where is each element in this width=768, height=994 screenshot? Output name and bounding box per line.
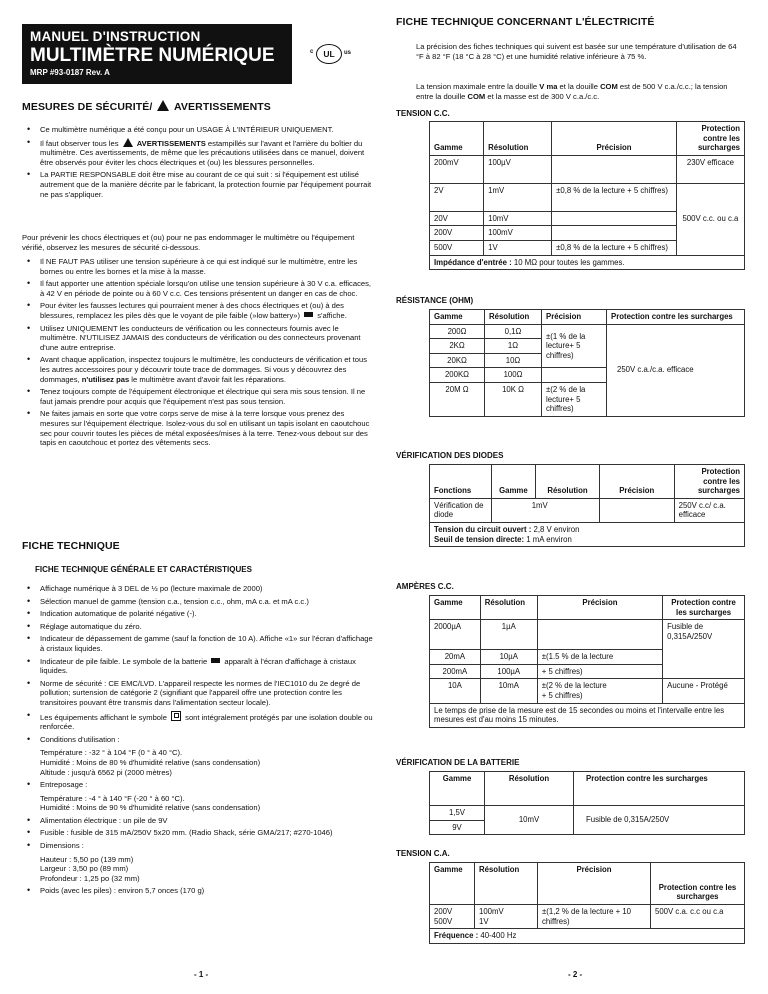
batt-table: Gamme Résolution Protection contre les surcharges 1,5V 10mV Fusible de 0,315A/250V 9V [429, 771, 745, 835]
table-row: 20V 10mV [430, 211, 745, 226]
storage-details: Température : -4 ° à 140 °F (-20 ° à 60 °C). Humidité : Moins de 90 % d'humidité relative (sans condensation) [40, 793, 261, 813]
table-row: 9V [430, 820, 745, 835]
elec-para-1: La précision des fiches techniques qui suivent est basée sur une température d'utilisation de 64 °F à 82 °F (18 °C à 28 °C) et une humidité relative inférieure à 75 %. [416, 42, 737, 61]
list-item: • Fusible : fusible de 315 mA/250V 5x20 mm. (Radio Shack, série GMA/217; #270-1046) [22, 828, 374, 838]
list-item: • Avant chaque application, inspectez toujours le multimètre, les conducteurs de vérification et tous les autres accessoires pour y découvrir toute trace de dommages. Si vous y découvrez des dommages, n'utilisez pas le multimètre avant d'avoir fait les réparations. [22, 355, 374, 384]
table-row: 200KΩ 100Ω [430, 368, 745, 383]
page-number-1: - 1 - [194, 970, 209, 979]
list-item: • Conditions d'utilisation : Température : -32 ° à 104 °F (0 ° à 40 °C). Humidité : Moins de 80 % d'humidité relative (sans condensation) Altitude : jusqu'à 6562 pi (2000 mètres) [22, 735, 374, 777]
diode-title: VÉRIFICATION DES DIODES [396, 451, 504, 460]
table-row: 20KΩ 10Ω [430, 353, 745, 368]
ohm-title: RÉSISTANCE (OHM) [396, 296, 474, 305]
table-row: Vérification de diode 1mV 250V c.c/ c.a. efficace [430, 498, 745, 522]
list-item: • Pour éviter les fausses lectures qui pourraient mener à des chocs électriques et (ou) à des blessures, remplacez les piles dès que le voyant de pile faible (»low battery») s'affiche. [22, 301, 374, 320]
list-item: • Il faut observer tous les AVERTISSEMENTS estampillés sur l'avant et l'arrière du boîtier du multimètre. Ces avertissements, de même que les précautions utilisées dans ce manuel, doivent être observés pour éviter les chocs électriques et (ou) les blessures personnelles. [22, 138, 374, 168]
list-item: • Entreposage : Température : -4 ° à 140 °F (-20 ° à 60 °C). Humidité : Moins de 90 % d'humidité relative (sans condensation) [22, 780, 374, 813]
conditions-details: Température : -32 ° à 104 °F (0 ° à 40 °C). Humidité : Moins de 80 % d'humidité relative (sans condensation) Altitude : jusqu'à 6562 pi (2000 mètres) [40, 748, 261, 777]
table-row: 200mA 100µA + 5 chiffres) [430, 664, 745, 679]
table-row: 200V 100mV [430, 226, 745, 241]
list-item: • Indication automatique de polarité négative (-). [22, 609, 374, 619]
table-row: 20mA 10µA ±(1.5 % de la lecture [430, 650, 745, 665]
list-item: • La PARTIE RESPONSABLE doit être mise au courant de ce qui suit : si l'équipement est utilisé autrement que de la manière décrite par le fabricant, la protection fournie par l'équipement pourrait ne pas s'appliquer. [22, 170, 374, 199]
fiche-subheading: FICHE TECHNIQUE GÉNÉRALE ET CARACTÉRISTIQUES [35, 565, 252, 574]
ohm-table: Gamme Résolution Précision Protection contre les surcharges 200Ω 0,1Ω ±(1 % de la lecture+ 5 chiffres) 250V c.a./c.a. efficace 2KΩ 1Ω 20KΩ 10Ω 200KΩ 100Ω 20M Ω 10K Ω ±(2 % de la lecture+ 5 chiffres) [429, 309, 745, 417]
table-row: 2KΩ 1Ω [430, 339, 745, 354]
fiche-heading: FICHE TECHNIQUE [22, 540, 120, 552]
table-row: 1,5V 10mV Fusible de 0,315A/250V [430, 806, 745, 821]
dcv-table: Gamme Résolution Précision Protection contre les surcharges 200mV 100µV 230V efficace 2V 1mV ±0,8 % de la lecture + 5 chiffres) 500V c.c. ou c.a 20V 10mV 200V 100mV 500V 1V ±0,8 % de la lecture + 5 chiffres) Impédance d'entrée : 10 MΩ pour toutes les gammes. [429, 121, 745, 270]
list-item: • Alimentation électrique : un pile de 9V [22, 816, 374, 826]
list-item: • Tenez toujours compte de l'équipement électronique et électrique qui sera mis sous tension. Il ne faut jamais prendre pour acquis que l'équipement n'est pas sous tension. [22, 387, 374, 406]
safety-intro: Pour prévenir les chocs électriques et (ou) pour ne pas endommager le multimètre ou l'équipement vérifié, observez les mesures de sécurité ci-dessous. [22, 233, 355, 252]
ul-logo: c UL us [316, 44, 342, 64]
title-banner [22, 24, 292, 84]
diode-table: Fonctions Gamme Résolution Précision Protection contre les surcharges Vérification de diode 1mV 250V c.c/ c.a. efficace Tension du circuit ouvert : 2,8 V environ Seuil de tension directe: 1 mA environ [429, 464, 745, 547]
list-item: • Ce multimètre numérique a été conçu pour un USAGE À L'INTÉRIEUR UNIQUEMENT. [22, 125, 374, 135]
battery-icon [304, 312, 313, 317]
battery-icon [211, 658, 220, 663]
table-row: 2V 1mV ±0,8 % de la lecture + 5 chiffres) 500V c.c. ou c.a [430, 183, 745, 211]
table-row: 20M Ω 10K Ω ±(2 % de la lecture+ 5 chiffres) [430, 382, 745, 416]
warning-icon [157, 100, 169, 111]
elec-heading: FICHE TECHNIQUE CONCERNANT L'ÉLECTRICITÉ [396, 16, 655, 28]
list-item: • Dimensions : Hauteur : 5,50 po (139 mm) Largeur : 3,50 po (89 mm) Profondeur : 1,25 po (32 mm) [22, 841, 374, 883]
batt-title: VÉRIFICATION DE LA BATTERIE [396, 758, 520, 767]
list-item: • Indicateur de dépassement de gamme (sauf la fonction de 10 A). Affiche «1» sur l'écran d'affichage à cristaux liquides. [22, 634, 374, 653]
list-item: • Il faut apporter une attention spéciale lorsqu'on utilise une tension supérieure à 30 V c.a. efficaces, à 42 V en période de pointe ou à 60 V c.c. Ces tensions présentent un danger en cas de choc. [22, 279, 374, 298]
list-item: • Il NE FAUT PAS utiliser une tension supérieure à ce qui est indiqué sur le multimètre, entre les bornes ou entre les bornes et la mise à la masse. [22, 257, 374, 276]
safety-list-1 [22, 125, 374, 202]
manual-title: MANUEL D'INSTRUCTION [30, 29, 201, 44]
warning-icon [123, 138, 133, 147]
list-item: • Norme de sécurité : CE EMC/LVD. L'appareil respecte les normes de l'IEC1010 du 2e degré de pollution; surtension de catégorie 2 (signifiant que l'appareil offre une protection contre les transitoires pouvant être transmis dans l'alimentation secteur locale). [22, 679, 374, 708]
list-item: • Sélection manuel de gamme (tension c.a., tension c.c., ohm, mA c.a. et mA c.c.) [22, 597, 374, 607]
list-item: • Ne faites jamais en sorte que votre corps serve de mise à la terre lorsque vous prenez des mesures sur l'équipement électrique. Isolez-vous du sol en utilisant un tapis isolant en caoutchouc sec pour couvrir toutes les pièces de métal exposées/mises à la terre. Tenez-vous debout sur des tapis en caoutchouc et portez des vêtements secs. [22, 409, 374, 447]
list-item: • Affichage numérique à 3 DEL de ½ po (lecture maximale de 2000) [22, 584, 374, 594]
safety-heading: MESURES DE SÉCURITÉ/ AVERTISSEMENTS [22, 101, 271, 113]
table-row: 2000µA 1µA Fusible de 0,315A/250V [430, 620, 745, 650]
list-item: • Utilisez UNIQUEMENT les conducteurs de vérification ou les connecteurs fournis avec le multimètre. N'UTILISEZ JAMAIS des conducteurs de vérification ou des connecteurs provenant d'une autre entreprise. [22, 324, 374, 353]
table-row: 10A 10mA ±(2 % de la lecture + 5 chiffres) Aucune - Protégé [430, 679, 745, 703]
elec-para-2: La tension maximale entre la douille V ma et la douille COM est de 500 V c.a./c.c.; la tension entre la douille COM et la masse est de 300 V c.a./c.c. [416, 82, 728, 101]
list-item: • Réglage automatique du zéro. [22, 622, 374, 632]
dimensions-details: Hauteur : 5,50 po (139 mm) Largeur : 3,50 po (89 mm) Profondeur : 1,25 po (32 mm) [40, 854, 140, 883]
table-row: 200mV 100µV 230V efficace [430, 155, 745, 183]
dca-title: AMPÈRES C.C. [396, 582, 454, 591]
product-title: MULTIMÈTRE NUMÉRIQUE [30, 45, 275, 66]
table-row: 200V 500V 100mV 1V ±(1,2 % de la lecture + 10 chiffres) 500V c.a. c.c ou c.a [430, 905, 745, 929]
list-item: • Poids (avec les piles) : environ 5,7 onces (170 g) [22, 886, 374, 896]
list-item: • Les équipements affichant le symbole sont intégralement protégés par une isolation double ou renforcée. [22, 711, 374, 732]
acv-title: TENSION C.A. [396, 849, 450, 858]
list-item: • Indicateur de pile faible. Le symbole de la batterie apparaît à l'écran d'affichage à cristaux liquides. [22, 657, 374, 676]
page-number-2: - 2 - [568, 970, 583, 979]
table-row: 200Ω 0,1Ω ±(1 % de la lecture+ 5 chiffres) 250V c.a./c.a. efficace [430, 324, 745, 339]
safety-list-2 [22, 257, 374, 451]
table-row: 500V 1V ±0,8 % de la lecture + 5 chiffres) [430, 240, 745, 255]
dca-table: Gamme Résolution Précision Protection contre les surcharges 2000µA 1µA Fusible de 0,315A/250V 20mA 10µA ±(1.5 % de la lecture 200mA 100µA + 5 chiffres) 10A 10mA ±(2 % de la lecture + 5 chiffres) Aucune - Protégé Le temps de prise de la mesure est de 15 secondes ou moins et l'intervalle entre les mesures est d'au moins 15 minutes. [429, 595, 745, 728]
double-insulation-icon [171, 711, 181, 721]
acv-table: Gamme Résolution Précision Protection contre les surcharges 200V 500V 100mV 1V ±(1,2 % de la lecture + 10 chiffres) 500V c.a. c.c ou c.a Fréquence : 40-400 Hz [429, 862, 745, 944]
model-number: MRP #93-0187 Rev. A [30, 68, 110, 77]
fiche-list [22, 584, 374, 899]
dcv-title: TENSION C.C. [396, 109, 450, 118]
